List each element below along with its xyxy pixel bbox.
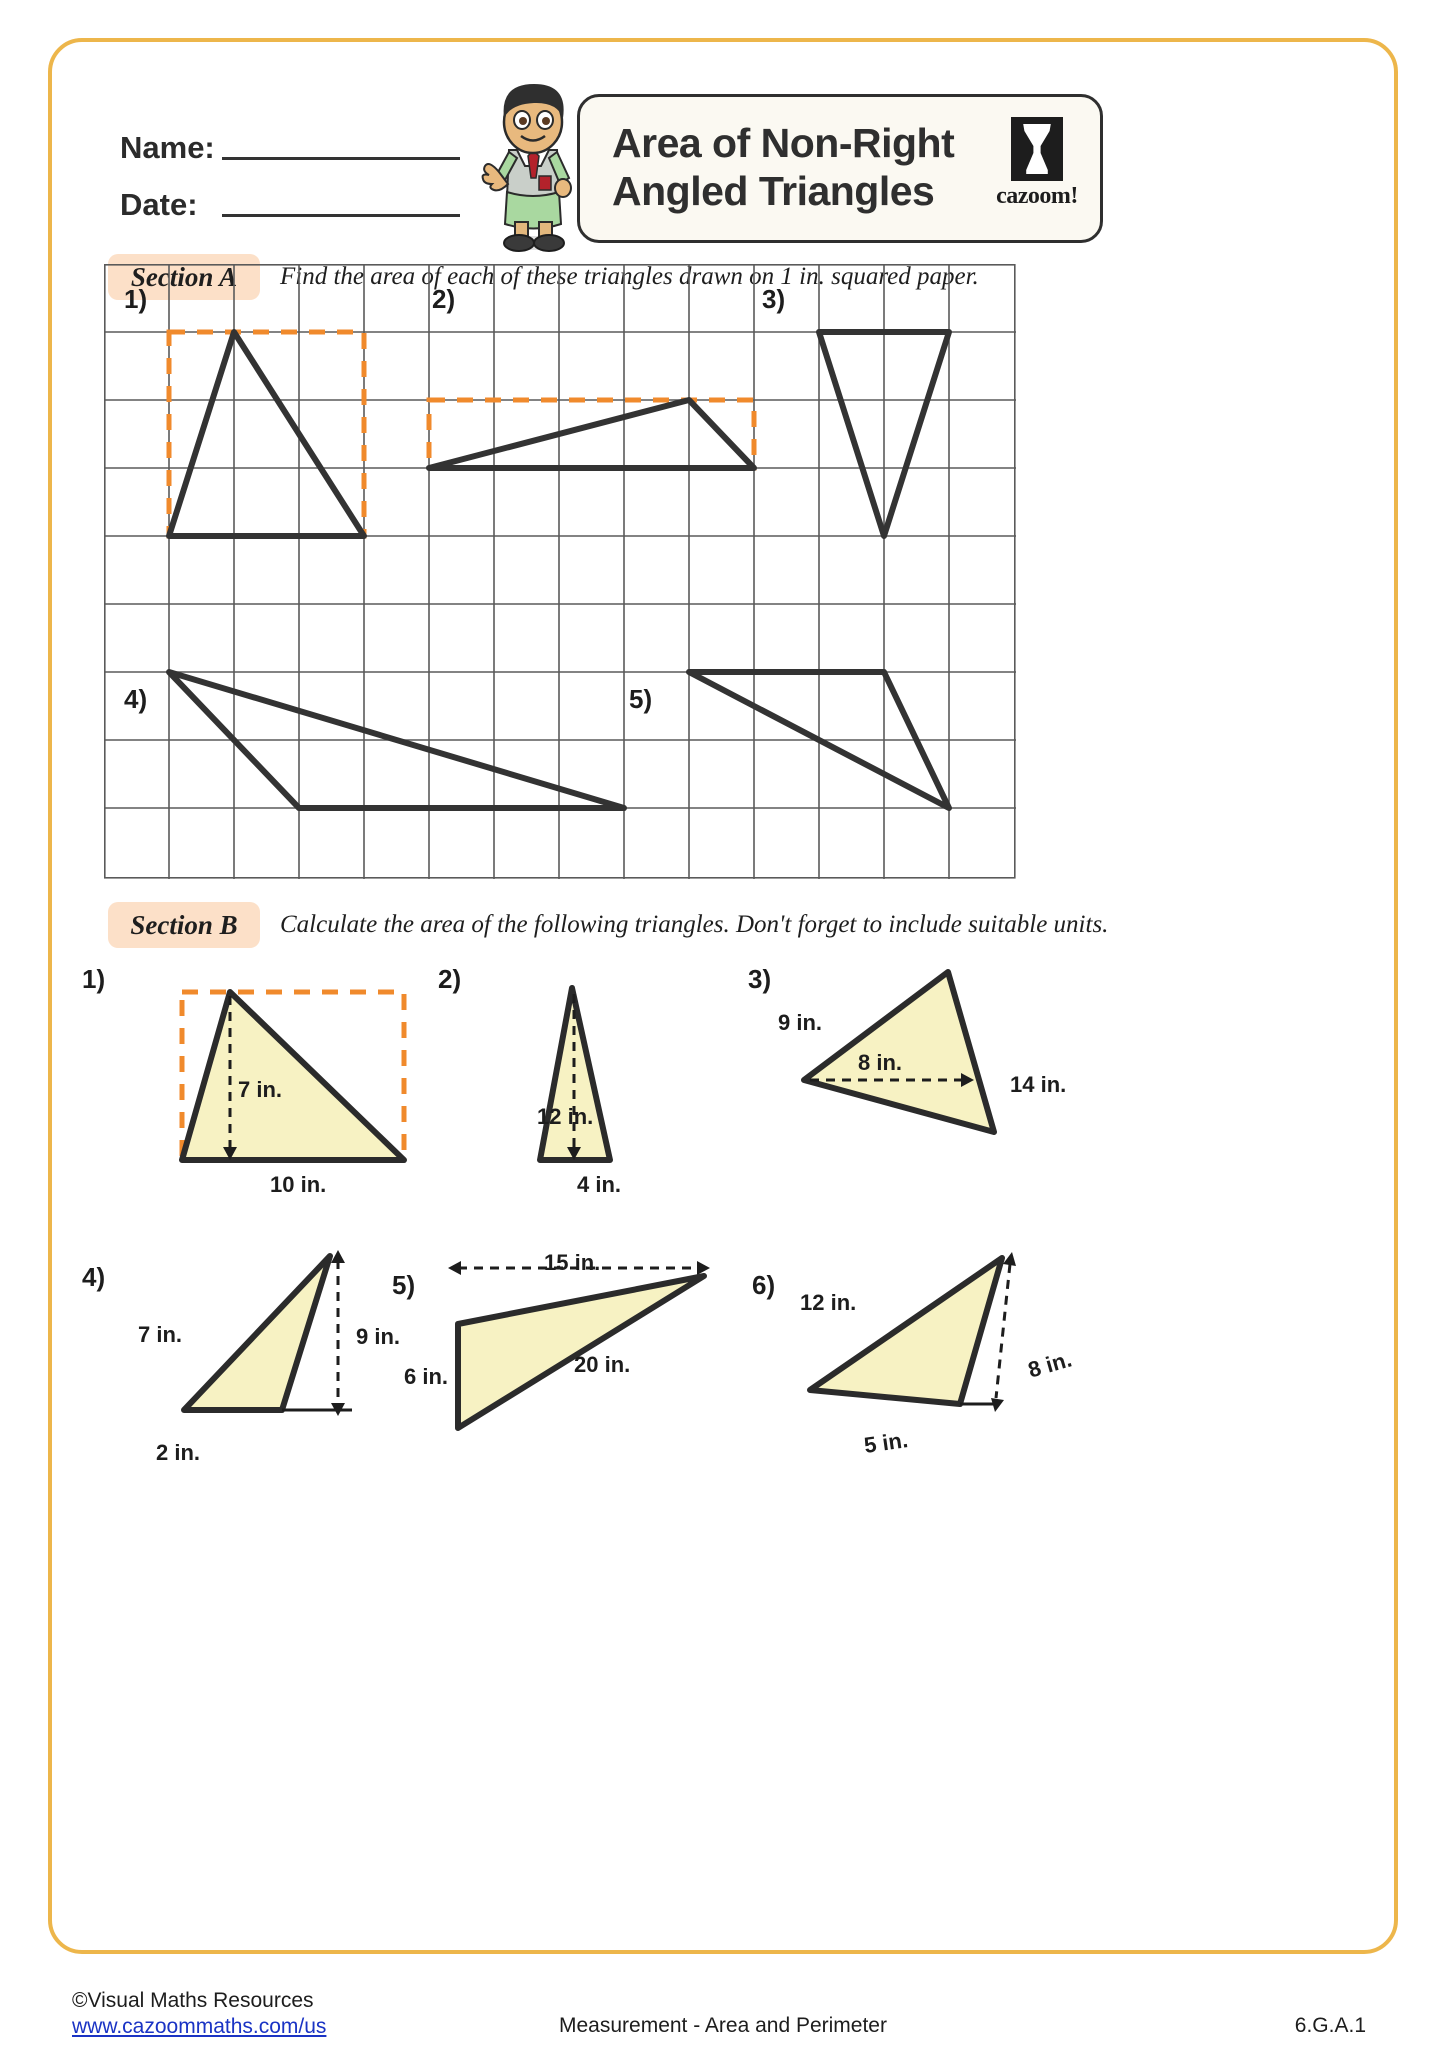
grid-question-1-number: 1) <box>124 284 148 314</box>
date-label: Date: <box>120 187 198 222</box>
squared-paper-grid <box>104 264 1016 879</box>
worksheet-header <box>52 42 1394 247</box>
grid-question-4-number: 4) <box>124 684 148 714</box>
grid-question-2-number: 2) <box>432 284 456 314</box>
footer-url-link[interactable]: www.cazoommaths.com/us <box>72 2015 327 2038</box>
figure-4-side-label: 7 in. <box>138 1322 183 1347</box>
page-title-line1: Area of Non-Right <box>612 120 955 166</box>
figure-3-triangle <box>742 964 1042 1194</box>
figure-6-number: 6) <box>752 1270 776 1300</box>
worksheet-page <box>48 38 1398 2038</box>
footer-standard-code: 6.G.A.1 <box>1294 2014 1366 2037</box>
figure-4-base-label: 2 in. <box>156 1440 201 1465</box>
figure-4-number: 4) <box>82 1262 106 1292</box>
figure-6-height-label: 8 in. <box>1025 1346 1075 1383</box>
figure-3-side-label: 9 in. <box>778 1010 823 1035</box>
section-b-badge-label: Section B <box>130 910 238 940</box>
footer-copyright: ©Visual Maths Resources <box>72 1989 314 2012</box>
cazoom-logo-text: cazoom! <box>996 183 1078 209</box>
figure-2-number: 2) <box>438 964 462 994</box>
figure-5-height-label: 6 in. <box>404 1364 449 1389</box>
figure-5-number: 5) <box>392 1270 416 1300</box>
grid-question-5-number: 5) <box>629 684 653 714</box>
name-input-line[interactable] <box>222 157 460 160</box>
figure-6-side-label: 12 in. <box>800 1290 857 1315</box>
hourglass-icon <box>1011 117 1063 181</box>
figure-3-height-label: 8 in. <box>858 1050 903 1075</box>
figure-6-base-label: 5 in. <box>862 1427 910 1458</box>
section-a-badge-label: Section A <box>130 262 238 292</box>
date-input-line[interactable] <box>222 214 460 217</box>
figure-2-base-label: 4 in. <box>577 1172 622 1197</box>
figure-5-side-label: 20 in. <box>574 1352 631 1377</box>
figure-1-height-label: 7 in. <box>238 1077 283 1102</box>
figure-5-base-label: 15 in. <box>544 1250 601 1275</box>
figure-2-triangle <box>492 974 672 1204</box>
figure-4-height-label: 9 in. <box>356 1324 401 1349</box>
page-title-line2: Angled Triangles <box>612 168 935 214</box>
figure-3-number: 3) <box>748 964 772 994</box>
waving-boy-icon <box>477 80 587 252</box>
cazoom-logo <box>994 117 1080 210</box>
name-label: Name: <box>120 130 215 165</box>
section-a-instruction: Find the area of each of these triangles drawn on 1 in. squared paper. <box>280 263 979 290</box>
worksheet-footer <box>52 1988 1394 2068</box>
figure-3-side2-label: 14 in. <box>1010 1072 1067 1097</box>
section-b-figures <box>52 922 1394 1482</box>
title-banner <box>577 94 1103 243</box>
figure-1-number: 1) <box>82 964 106 994</box>
figure-1-base-label: 10 in. <box>270 1172 327 1197</box>
figure-4-triangle <box>112 1240 412 1470</box>
section-b-instruction: Calculate the area of the following triangles. Don't forget to include suitable units. <box>280 911 1109 938</box>
page-title <box>612 119 992 215</box>
footer-topic: Measurement - Area and Perimeter <box>559 2014 887 2037</box>
grid-question-3-number: 3) <box>762 284 786 314</box>
figure-2-height-label: 12 in. <box>537 1104 594 1129</box>
